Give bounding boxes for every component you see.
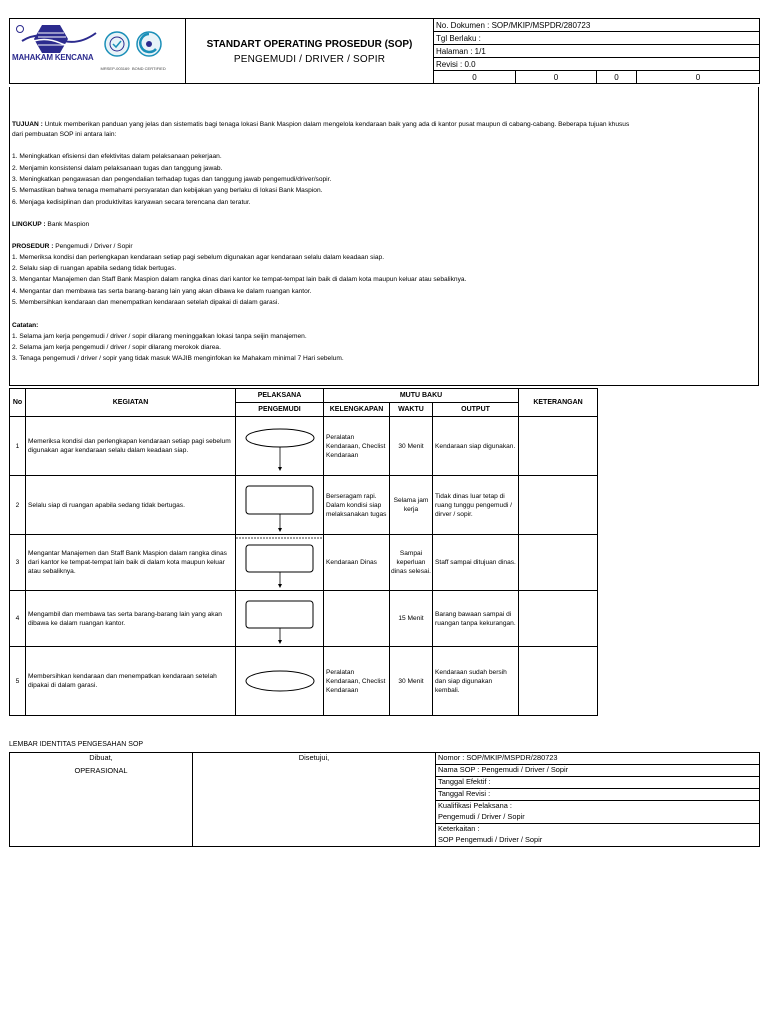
row-keterangan bbox=[519, 535, 598, 591]
table-row bbox=[10, 647, 598, 716]
cert-label: MRSEP-003169 bbox=[100, 66, 130, 71]
tujuan-text: Untuk memberikan panduan yang jelas dan sistematis bagi tenaga lokasi Bank Maspion dalam mengelola kendaraan baik yang ada di kantor pusat maupun di cabang-cabang. Beberapa tujuan khusus bbox=[42, 121, 630, 128]
row-no: 3 bbox=[10, 535, 26, 591]
process-shape bbox=[236, 535, 324, 590]
process-shape bbox=[236, 591, 324, 646]
row-kegiatan: Mengambil dan membawa tas serta barang-barang lain yang akan dibawa ke dalam ruangan kantor. bbox=[26, 591, 236, 647]
terminator-shape bbox=[236, 417, 324, 475]
mahakam-kencana-logo-icon bbox=[12, 23, 102, 55]
row-kelengkapan bbox=[324, 591, 390, 647]
tujuan-item: 3. Meningkatkan pengawasan dan pengendalian terhadap tugas dan tanggung jawab pengemudi/driver/sopir. bbox=[12, 176, 332, 183]
row-no: 1 bbox=[10, 417, 26, 476]
info-keterkaitan-label: Keterkaitan : bbox=[436, 824, 760, 836]
process-shape bbox=[236, 476, 324, 534]
catatan-item: 1. Selama jam kerja pengemudi / driver / sopir dilarang meninggalkan lokasi tanpa seijin manajemen. bbox=[12, 333, 307, 340]
revisi-value: 0 bbox=[597, 71, 637, 84]
row-keterangan bbox=[519, 476, 598, 535]
row-no: 5 bbox=[10, 647, 26, 716]
company-logo bbox=[10, 19, 186, 84]
procedure-table bbox=[9, 388, 598, 716]
logo-cell bbox=[10, 19, 186, 84]
title-cell bbox=[186, 19, 434, 84]
row-waktu: Sampai keperluan dinas selesai. bbox=[390, 535, 433, 591]
terminator-shape bbox=[236, 647, 324, 715]
header-kegiatan: KEGIATAN bbox=[26, 389, 236, 417]
prosedur-item: 4. Mengantar dan membawa tas serta barang-barang lain yang akan dibawa ke dalam ruangan kantor. bbox=[12, 288, 312, 295]
flowchart-cell bbox=[236, 417, 324, 476]
row-output: Kendaraan siap digunakan. bbox=[433, 417, 519, 476]
row-output: Kendaraan sudah bersih dan siap digunakan kembali. bbox=[433, 647, 519, 716]
row-output: Tidak dinas luar tetap di ruang tunggu pengemudi / dirver / sopir. bbox=[433, 476, 519, 535]
prosedur-line bbox=[12, 243, 133, 251]
info-kualifikasi-value: Pengemudi / Driver / Sopir bbox=[436, 812, 760, 824]
catatan-item: 2. Selama jam kerja pengemudi / driver / sopir dilarang merokok diarea. bbox=[12, 344, 221, 351]
row-kegiatan: Memeriksa kondisi dan perlengkapan kendaraan setiap pagi sebelum digunakan agar kendaraan selalu dalam keadaan siap. bbox=[26, 417, 236, 476]
tujuan-item: 1. Meningkatkan efisiensi dan efektivitas dalam pelaksanaan pekerjaan. bbox=[12, 153, 222, 160]
doc-number: No. Dokumen : SOP/MKIP/MSPDR/280723 bbox=[434, 19, 760, 32]
revisi-value: 0 bbox=[516, 71, 597, 84]
row-kelengkapan: Peralatan Kendaraan, Checlist Kendaraan bbox=[324, 647, 390, 716]
sop-description bbox=[9, 87, 759, 386]
flowchart-cell bbox=[236, 591, 324, 647]
row-no: 2 bbox=[10, 476, 26, 535]
header-pengemudi: PENGEMUDI bbox=[236, 403, 324, 417]
certification-badge-icon bbox=[134, 29, 164, 59]
tgl-berlaku: Tgl Berlaku : bbox=[434, 32, 760, 45]
prosedur-item: 5. Membersihkan kendaraan dan menempatkan kendaraan setelah dipakai di dalam garasi. bbox=[12, 299, 280, 306]
row-waktu: 30 Menit bbox=[390, 417, 433, 476]
operasional-label: OPERASIONAL bbox=[74, 766, 128, 775]
info-nama-sop: Nama SOP : Pengemudi / Driver / Sopir bbox=[436, 765, 760, 777]
header-kelengkapan: KELENGKAPAN bbox=[324, 403, 390, 417]
row-no: 4 bbox=[10, 591, 26, 647]
info-keterkaitan-value: SOP Pengemudi / Driver / Sopir bbox=[436, 835, 760, 847]
flowchart-cell bbox=[236, 476, 324, 535]
dibuat-label: Dibuat, bbox=[89, 753, 113, 762]
row-waktu: 30 Menit bbox=[390, 647, 433, 716]
tujuan-item: 6. Menjaga kedisiplinan dan produktivitas karyawan secara terencana dan teratur. bbox=[12, 199, 251, 206]
info-nomor: Nomor : SOP/MKIP/MSPDR/280723 bbox=[436, 753, 760, 765]
lingkup-line bbox=[12, 221, 89, 229]
row-keterangan bbox=[519, 417, 598, 476]
row-output: Staff sampai ditujuan dinas. bbox=[433, 535, 519, 591]
header-mutu-baku: MUTU BAKU bbox=[324, 389, 519, 403]
tujuan-label: TUJUAN : bbox=[12, 121, 43, 128]
header-waktu: WAKTU bbox=[390, 403, 433, 417]
revisi-value: 0 bbox=[434, 71, 516, 84]
flowchart-cell bbox=[236, 647, 324, 716]
revisi-value: 0 bbox=[637, 71, 760, 84]
prosedur-label: PROSEDUR : bbox=[12, 243, 54, 250]
row-waktu: Selama jam kerja bbox=[390, 476, 433, 535]
document-subtitle: PENGEMUDI / DRIVER / SOPIR bbox=[233, 54, 386, 65]
header-pelaksana: PELAKSANA bbox=[236, 389, 324, 403]
approval-table bbox=[9, 752, 760, 847]
lingkup-value: Bank Maspion bbox=[45, 221, 90, 228]
info-tanggal-revisi: Tanggal Revisi : bbox=[436, 789, 760, 801]
prosedur-item: 2. Selalu siap di ruangan apabila sedang tidak bertugas. bbox=[12, 265, 177, 272]
row-keterangan bbox=[519, 591, 598, 647]
table-row bbox=[10, 535, 598, 591]
table-row bbox=[10, 417, 598, 476]
tujuan-item: 5. Memastikan bahwa tenaga memahami persyaratan dan kebijakan yang berlaku di lokasi Bank Maspion. bbox=[12, 187, 323, 194]
header-no: No bbox=[10, 389, 26, 417]
logo-text: MAHAKAM KENCANA bbox=[12, 53, 94, 62]
row-output: Barang bawaan sampai di ruangan tanpa kekurangan. bbox=[433, 591, 519, 647]
prosedur-value: Pengemudi / Driver / Sopir bbox=[53, 243, 133, 250]
prosedur-item: 3. Mengantar Manajemen dan Staff Bank Maspion dalam rangka dinas dari kantor ke tempat-tempat lain baik di dalam kota maupun keluar atau sebaliknya. bbox=[12, 276, 467, 283]
row-kelengkapan: Berseragam rapi. Dalam kondisi siap melaksanakan tugas bbox=[324, 476, 390, 535]
revisi: Revisi : 0.0 bbox=[434, 58, 760, 71]
row-kegiatan: Selalu siap di ruangan apabila sedang tidak bertugas. bbox=[26, 476, 236, 535]
table-row bbox=[10, 476, 598, 535]
tujuan-text-2: dari pembuatan SOP ini antara lain: bbox=[12, 131, 117, 138]
disetujui-label: Disetujui, bbox=[298, 753, 330, 762]
lembar-title: LEMBAR IDENTITAS PENGESAHAN SOP bbox=[9, 741, 144, 748]
row-kelengkapan: Peralatan Kendaraan, Checlist Kendaraan bbox=[324, 417, 390, 476]
catatan-label bbox=[12, 322, 38, 330]
catatan-label-text: Catatan: bbox=[12, 322, 39, 329]
tujuan-line bbox=[12, 121, 629, 129]
header-output: OUTPUT bbox=[433, 403, 519, 417]
tujuan-item: 2. Menjamin konsistensi dalam pelaksanaan tugas dan tanggung jawab. bbox=[12, 165, 223, 172]
dibuat-cell bbox=[10, 753, 193, 847]
header-table bbox=[9, 18, 760, 84]
row-keterangan bbox=[519, 647, 598, 716]
header-keterangan: KETERANGAN bbox=[519, 389, 598, 417]
catatan-item: 3. Tenaga pengemudi / driver / sopir yang tidak masuk WAJIB menginfokan ke Mahakam minimal 7 Hari sebelum. bbox=[12, 355, 344, 362]
document-title: STANDART OPERATING PROSEDUR (SOP) bbox=[206, 39, 413, 50]
halaman: Halaman : 1/1 bbox=[434, 45, 760, 58]
prosedur-item: 1. Memeriksa kondisi dan perlengkapan kendaraan setiap pagi sebelum digunakan agar kendaraan selalu dalam keadaan siap. bbox=[12, 254, 385, 261]
disetujui-cell bbox=[193, 753, 436, 847]
certification-badge-icon bbox=[102, 29, 132, 59]
row-kegiatan: Membersihkan kendaraan dan menempatkan kendaraan setelah dipakai di dalam garasi. bbox=[26, 647, 236, 716]
lingkup-label: LINGKUP : bbox=[12, 221, 46, 228]
info-kualifikasi-label: Kualifikasi Pelaksana : bbox=[436, 801, 760, 813]
info-tanggal-efektif: Tanggal Efektif : bbox=[436, 777, 760, 789]
row-kelengkapan: Kendaraan Dinas bbox=[324, 535, 390, 591]
row-waktu: 15 Menit bbox=[390, 591, 433, 647]
cert-label: BOND CERTIFIED bbox=[132, 66, 166, 71]
row-kegiatan: Mengantar Manajemen dan Staff Bank Maspion dalam rangka dinas dari kantor ke tempat-tempat lain baik di dalam kota maupun keluar atau sebaliknya. bbox=[26, 535, 236, 591]
flowchart-cell bbox=[236, 535, 324, 591]
table-row bbox=[10, 591, 598, 647]
